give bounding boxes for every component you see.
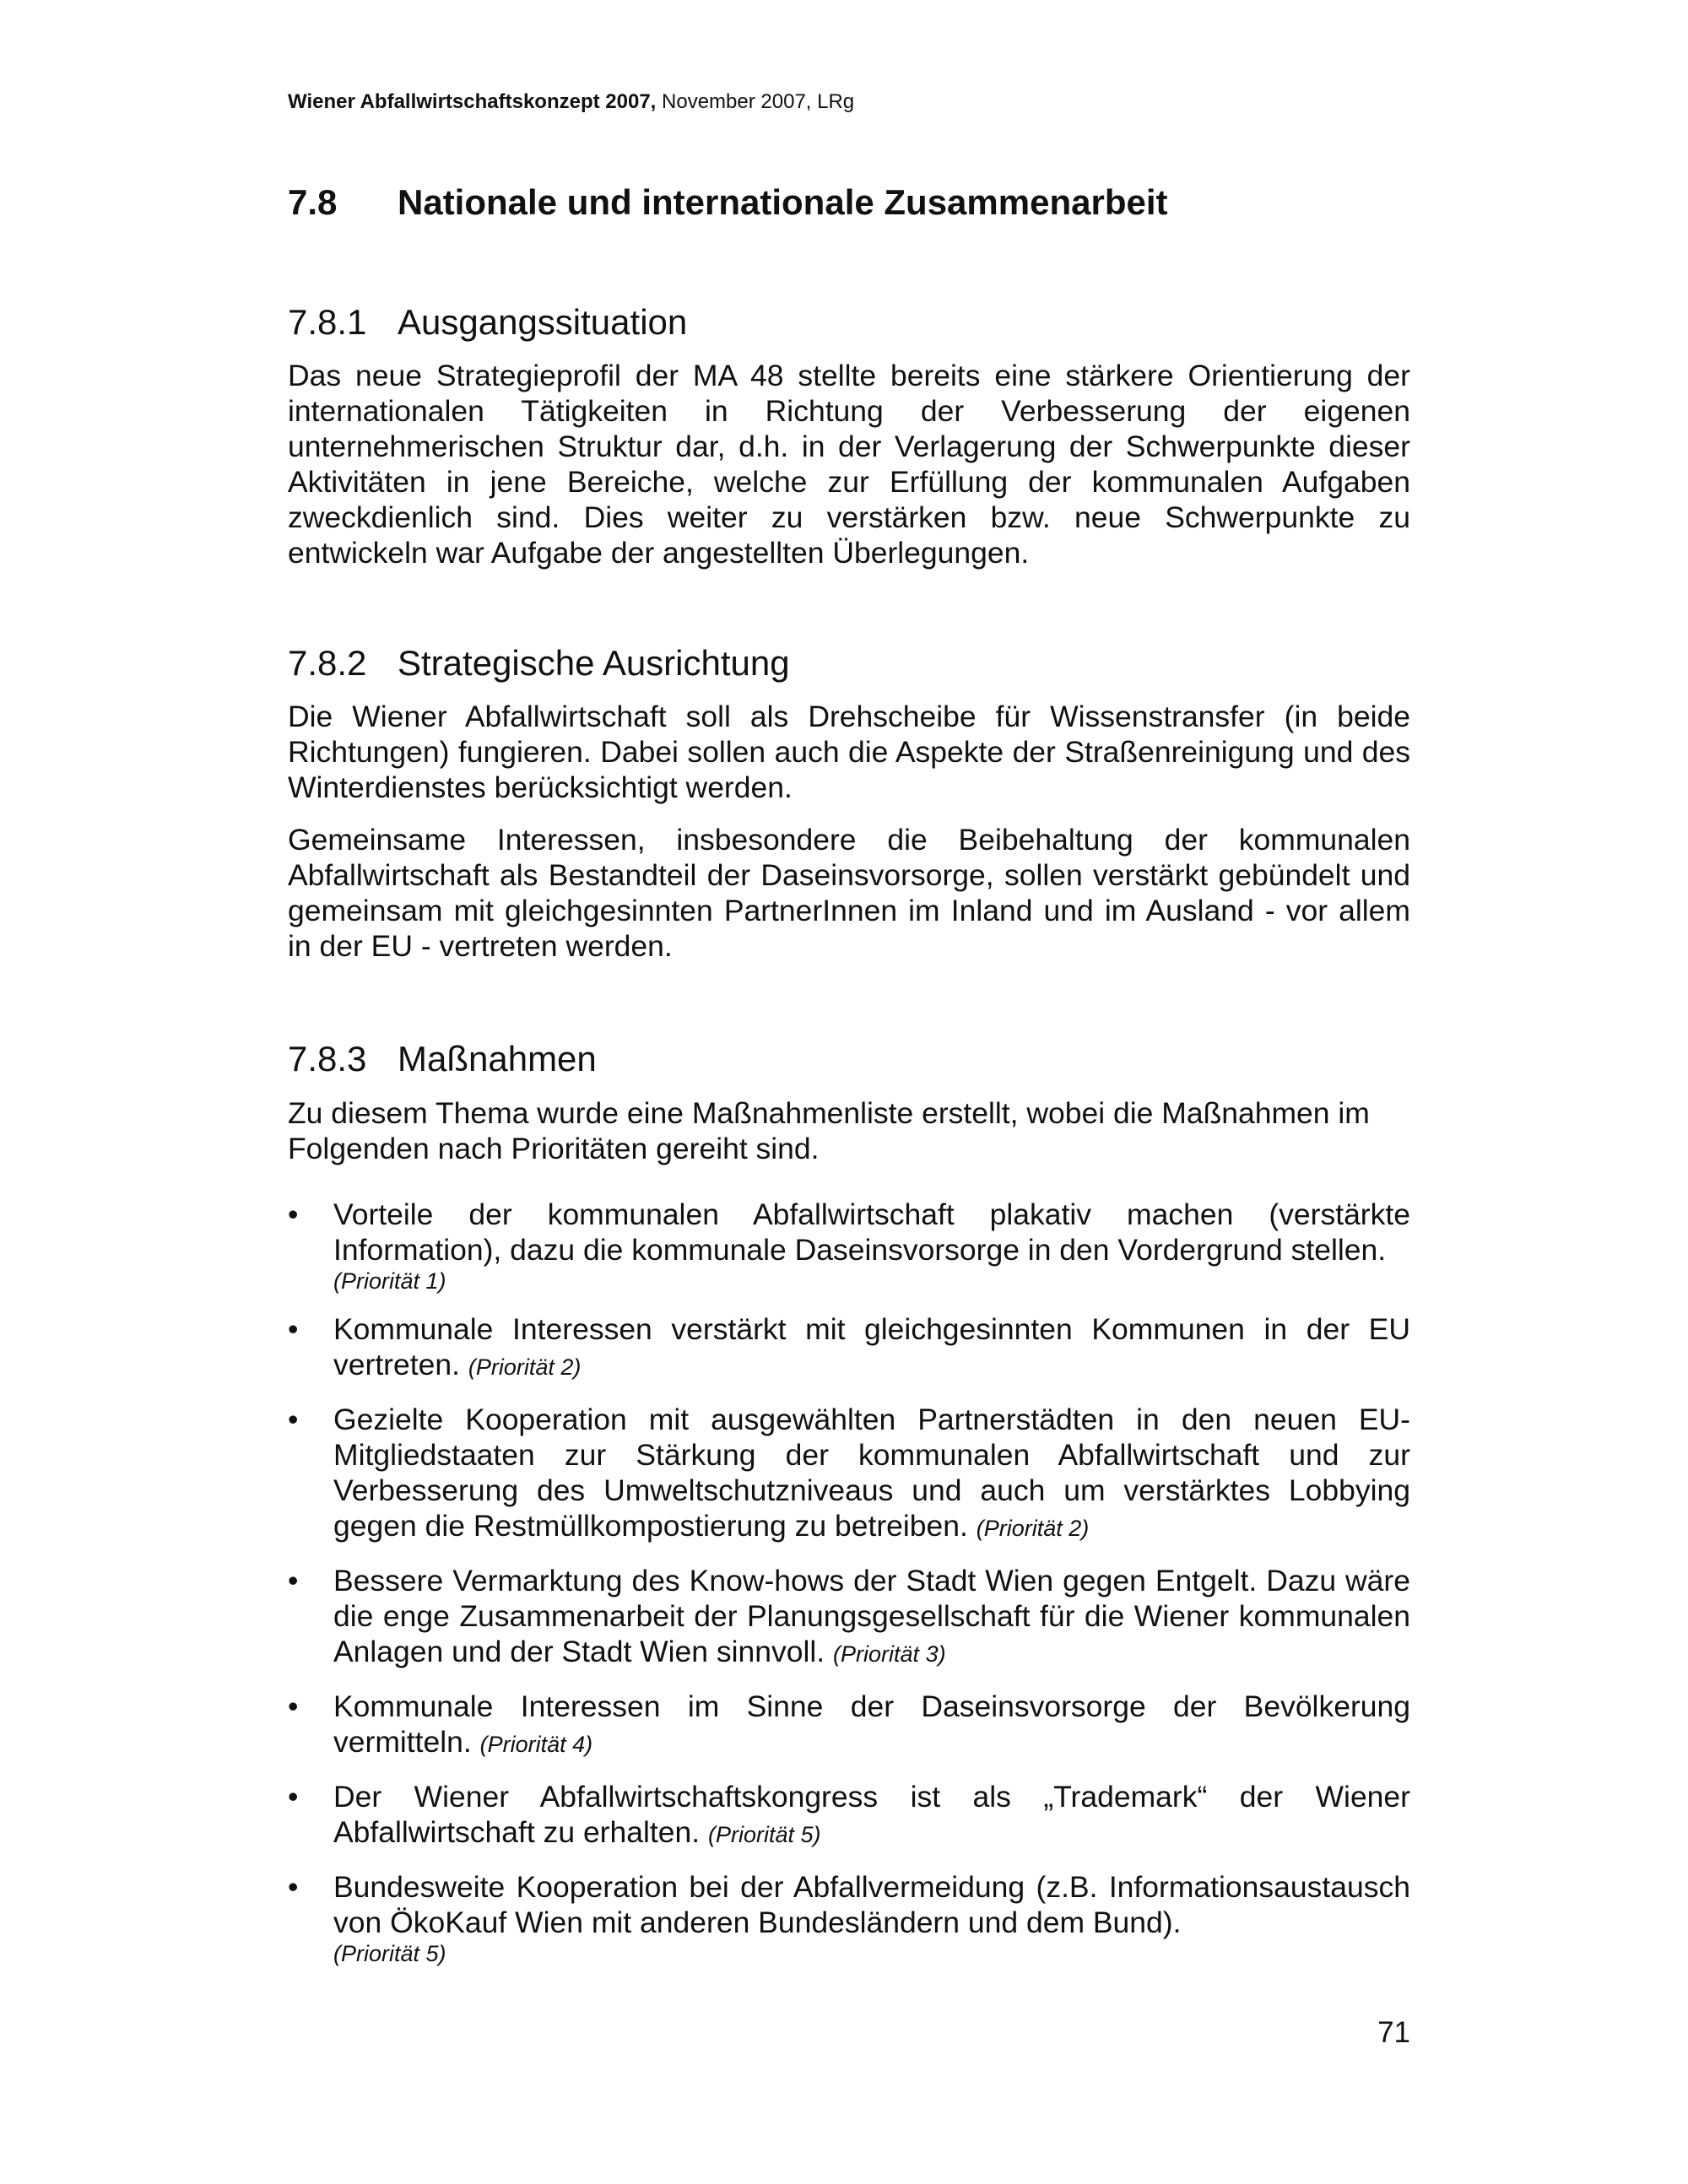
list-item bbox=[288, 1689, 1410, 1762]
section-title: Nationale und internationale Zusammenarbeit bbox=[398, 182, 1168, 222]
list-item bbox=[288, 1402, 1410, 1546]
subsection-number: 7.8.1 bbox=[288, 302, 367, 342]
measure-text: Vorteile der kommunalen Abfallwirtschaft plakativ machen (verstärkte Information), dazu die kommunale Daseinsvorsorge in den Vordergrund stellen. bbox=[333, 1197, 1410, 1267]
section-number: 7.8 bbox=[288, 182, 338, 222]
priority-label: (Priorität 5) bbox=[707, 1822, 821, 1847]
list-item bbox=[288, 1563, 1410, 1672]
page-number: 71 bbox=[1377, 2016, 1410, 2049]
bullet-icon: • bbox=[288, 1689, 299, 1723]
measure-text: Kommunale Interessen verstärkt mit gleichgesinnten Kommunen in der EU vertreten. bbox=[333, 1312, 1410, 1381]
bullet-icon: • bbox=[288, 1564, 299, 1597]
bullet-icon: • bbox=[288, 1870, 299, 1904]
list-item bbox=[288, 1197, 1410, 1295]
priority-label: (Priorität 4) bbox=[479, 1732, 593, 1757]
priority-label: (Priorität 2) bbox=[976, 1516, 1090, 1541]
paragraph-ausgangssituation: Das neue Strategieprofil der MA 48 stellte bereits eine stärkere Orientierung der internationalen Tätigkeiten in Richtung der Verbesserung der eigenen unternehmerischen Struktur dar, d.h. in der Verlagerung der Schwerpunkte dieser Aktivitäten in jene Bereiche, welche zur Erfüllung der kommunalen Aufgaben zweckdienlich sind. Dies weiter zu verstärken bzw. neue Schwerpunkte zu entwickeln war Aufgabe der angestellten Überlegungen. bbox=[288, 359, 1410, 570]
subsection-heading-ausgangssituation bbox=[288, 300, 687, 344]
bullet-icon: • bbox=[288, 1403, 299, 1436]
bullet-icon: • bbox=[288, 1312, 299, 1346]
priority-label: (Priorität 5) bbox=[333, 1941, 446, 1966]
measure-text: Bessere Vermarktung des Know-hows der Stadt Wien gegen Entgelt. Dazu wäre die enge Zusammenarbeit der Planungsgesellschaft für die Wiener kommunalen Anlagen und der Stadt Wien sinnvoll. bbox=[333, 1564, 1410, 1668]
list-item bbox=[288, 1779, 1410, 1852]
bullet-icon: • bbox=[288, 1197, 299, 1231]
subsection-heading-massnahmen bbox=[288, 1037, 597, 1081]
subsection-heading-strategische-ausrichtung bbox=[288, 641, 790, 685]
paragraph-massnahmen-intro: Zu diesem Thema wurde eine Maßnahmenliste erstellt, wobei die Maßnahmen im Folgenden nach Prioritäten gereiht sind. bbox=[288, 1096, 1370, 1165]
header-date-author: November 2007, LRg bbox=[656, 90, 855, 113]
measure-text: Der Wiener Abfallwirtschaftskongress ist als „Trademark“ der Wiener Abfallwirtschaft zu erhalten. bbox=[333, 1780, 1410, 1849]
bullet-icon: • bbox=[288, 1780, 299, 1814]
priority-label: (Priorität 2) bbox=[468, 1354, 582, 1380]
priority-label: (Priorität 1) bbox=[333, 1268, 446, 1294]
subsection-title: Maßnahmen bbox=[398, 1039, 597, 1078]
subsection-number: 7.8.3 bbox=[288, 1039, 367, 1078]
measure-text: Kommunale Interessen im Sinne der Daseinsvorsorge der Bevölkerung vermitteln. bbox=[333, 1689, 1410, 1759]
running-header bbox=[288, 89, 854, 115]
measure-text: Gezielte Kooperation mit ausgewählten Partnerstädten in den neuen EU-Mitgliedstaaten zur Stärkung der kommunalen Abfallwirtschaft und zur Verbesserung des Umweltschutzniveaus und auch um verstärktes Lobbying gegen die Restmüllkompostierung zu betreiben. bbox=[333, 1403, 1410, 1543]
measures-list bbox=[288, 1197, 1410, 1984]
list-item bbox=[288, 1869, 1410, 1967]
header-document-title: Wiener Abfallwirtschaftskonzept 2007, bbox=[288, 90, 657, 113]
list-item bbox=[288, 1311, 1410, 1385]
measure-text: Bundesweite Kooperation bei der Abfallvermeidung (z.B. Informationsaustausch von ÖkoKauf Wien mit anderen Bundesländern und dem Bund). bbox=[333, 1870, 1410, 1939]
document-page bbox=[288, 0, 1410, 2184]
subsection-number: 7.8.2 bbox=[288, 643, 367, 683]
section-heading bbox=[288, 181, 1168, 224]
paragraph-strategie-2: Gemeinsame Interessen, insbesondere die Beibehaltung der kommunalen Abfallwirtschaft als Bestandteil der Daseinsvorsorge, sollen verstärkt gebündelt und gemeinsam mit gleichgesinnten PartnerInnen im Inland und im Ausland - vor allem in der EU - vertreten werden. bbox=[288, 823, 1410, 963]
priority-label: (Priorität 3) bbox=[833, 1641, 946, 1667]
subsection-title: Strategische Ausrichtung bbox=[398, 643, 790, 683]
paragraph-strategie-1: Die Wiener Abfallwirtschaft soll als Drehscheibe für Wissenstransfer (in beide Richtungen) fungieren. Dabei sollen auch die Aspekte der Straßenreinigung und des Winterdienstes berücksichtigt werden. bbox=[288, 700, 1410, 804]
subsection-title: Ausgangssituation bbox=[398, 302, 688, 342]
